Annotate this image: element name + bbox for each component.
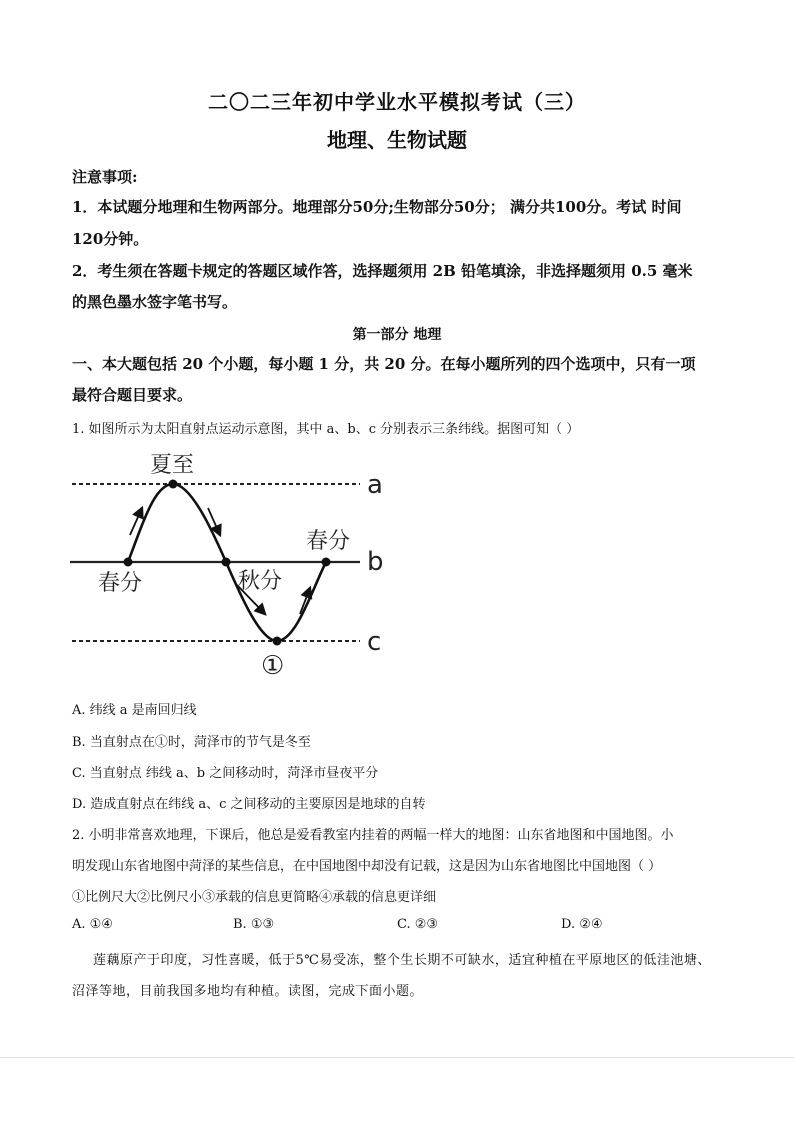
label-line-a: a (367, 470, 383, 500)
notice-item-2-line-1: 2．考生须在答题卡规定的答题区域作答，选择题须用 2B 铅笔填涂，非选择题须用 0.5 毫米 (72, 262, 693, 280)
label-line-c: c (367, 627, 382, 657)
question-1-option-c: C. 当直射点 纬线 a、b 之间移动时，菏泽市昼夜平分 (72, 766, 379, 781)
label-autumn-equinox: 秋分 (238, 569, 283, 594)
point-autumn-equinox (222, 558, 231, 567)
section-1-instructions-line-1: 一、本大题包括 20 个小题，每小题 1 分，共 20 分。在每小题所列的四个选项中，只有一项 (72, 355, 696, 373)
notice-item-1-line-2: 120分钟。 (72, 230, 149, 248)
label-line-b: b (367, 547, 384, 577)
label-summer-solstice: 夏至 (150, 453, 195, 478)
part-1-heading: 第一部分 地理 (352, 327, 442, 343)
exam-title: 二〇二三年初中学业水平模拟考试（三） (208, 90, 586, 114)
point-1 (273, 637, 282, 646)
question-2-option-c: C. ②③ (397, 917, 439, 932)
notice-item-2-line-2: 的黑色墨水签字笔书写。 (72, 293, 238, 311)
question-2-option-d: D. ②④ (561, 917, 603, 932)
point-spring-equinox-end (322, 558, 331, 567)
notice-heading: 注意事项: (72, 168, 138, 186)
sun-direct-point-diagram (60, 440, 400, 680)
question-2-statements: ①比例尺大②比例尺小③承载的信息更简略④承载的信息更详细 (72, 890, 437, 905)
section-1-instructions-line-2: 最符合题目要求。 (72, 386, 193, 404)
question-1-option-a: A. 纬线 a 是南回归线 (72, 703, 197, 718)
question-2-stem-line-2: 明发现山东省地图中菏泽的某些信息，在中国地图中却没有记载，这是因为山东省地图比中国地图（ ） (72, 859, 662, 874)
question-1-stem: 1. 如图所示为太阳直射点运动示意图，其中 a、b、c 分别表示三条纬线。据图可知（ ） (72, 422, 580, 437)
point-spring-equinox-start (124, 558, 133, 567)
passage-line-1: 莲藕原产于印度，习性喜暖，低于5℃易受冻，整个生长期不可缺水，适宜种植在平原地区的低洼池塘、 (93, 953, 711, 968)
label-spring-equinox-left: 春分 (98, 571, 143, 596)
question-2-option-b: B. ①③ (233, 917, 275, 932)
arrow-down-1 (208, 508, 220, 535)
question-1-option-d: D. 造成直射点在纬线 a、c 之间移动的主要原因是地球的自转 (72, 797, 426, 812)
passage-line-2: 沼泽等地，目前我国多地均有种植。读图，完成下面小题。 (72, 984, 424, 999)
page-divider (0, 1057, 794, 1058)
notice-item-1-line-1: 1．本试题分地理和生物两部分。地理部分50分;生物部分50分； 满分共100分。考试 时间 (72, 198, 682, 216)
question-1-option-b: B. 当直射点在①时，菏泽市的节气是冬至 (72, 735, 311, 750)
question-2-option-a: A. ①④ (72, 917, 113, 932)
point-summer-solstice (169, 480, 178, 489)
label-spring-equinox-right: 春分 (306, 529, 351, 554)
exam-subtitle: 地理、生物试题 (327, 128, 467, 152)
question-2-stem-line-1: 2. 小明非常喜欢地理，下课后，他总是爱看教室内挂着的两幅一样大的地图：山东省地图和中国地图。小 (72, 828, 674, 843)
label-point-1: ① (261, 651, 285, 680)
